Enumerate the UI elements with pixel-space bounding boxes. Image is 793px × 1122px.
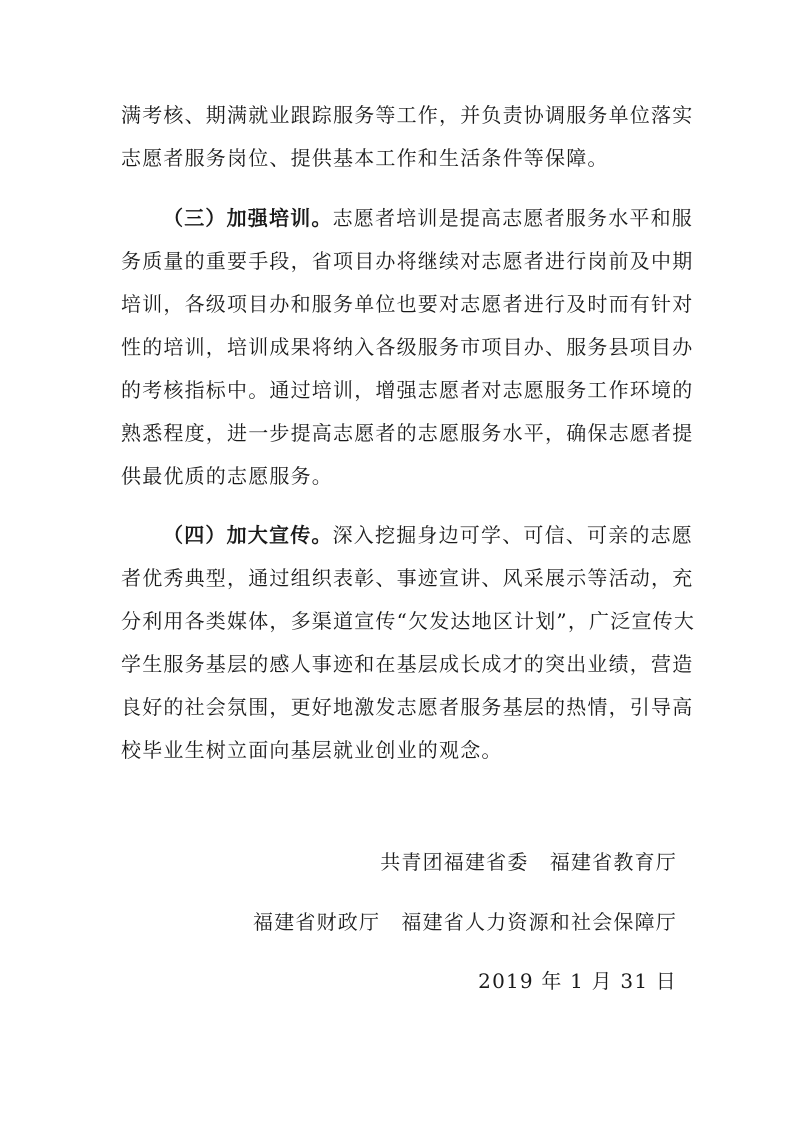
- para3-line-6: 校毕业生树立面向基层就业创业的观念。: [121, 738, 503, 762]
- para3-heading: （四）加大宣传。: [163, 523, 333, 547]
- para3-first-line-text: 深入挖掘身边可学、可信、可亲的志愿: [332, 523, 694, 547]
- para2-first-line-text: 志愿者培训是提高志愿者服务水平和服: [332, 206, 694, 230]
- para2-heading: （三）加强培训。: [163, 206, 333, 230]
- para3-line-4: 学生服务基层的感人事迹和在基层成长成才的突出业绩，营造: [121, 652, 694, 676]
- para2-line-3: 培训，各级项目办和服务单位也要对志愿者进行及时而有针对: [121, 292, 694, 316]
- signature-date: 2019 年 1 月 31 日: [478, 969, 677, 993]
- para2-line-7: 供最优质的志愿服务。: [121, 464, 333, 488]
- para1-line-1: 满考核、期满就业跟踪服务等工作，并负责协调服务单位落实: [121, 103, 694, 127]
- para3-line-2: 者优秀典型，通过组织表彰、事迹宣讲、风采展示等活动，充: [121, 566, 694, 590]
- para2-line-1: [163, 204, 694, 232]
- para3-line-1: [163, 521, 694, 549]
- signature-line-1: 共青团福建省委 福建省教育厅: [380, 850, 677, 874]
- signature-line-2: 福建省财政厅 福建省人力资源和社会保障厅: [253, 910, 677, 934]
- para2-line-2: 务质量的重要手段，省项目办将继续对志愿者进行岗前及中期: [121, 249, 694, 273]
- para2-line-4: 性的培训，培训成果将纳入各级服务市项目办、服务县项目办: [121, 335, 694, 359]
- para2-line-6: 熟悉程度，进一步提高志愿者的志愿服务水平，确保志愿者提: [121, 421, 694, 445]
- para3-line-3: 分利用各类媒体，多渠道宣传“欠发达地区计划”，广泛宣传大: [121, 609, 696, 633]
- para3-line-5: 良好的社会氛围，更好地激发志愿者服务基层的热情，引导高: [121, 695, 694, 719]
- para1-line-2: 志愿者服务岗位、提供基本工作和生活条件等保障。: [121, 146, 609, 170]
- para2-line-5: 的考核指标中。通过培训，增强志愿者对志愿服务工作环境的: [121, 378, 694, 402]
